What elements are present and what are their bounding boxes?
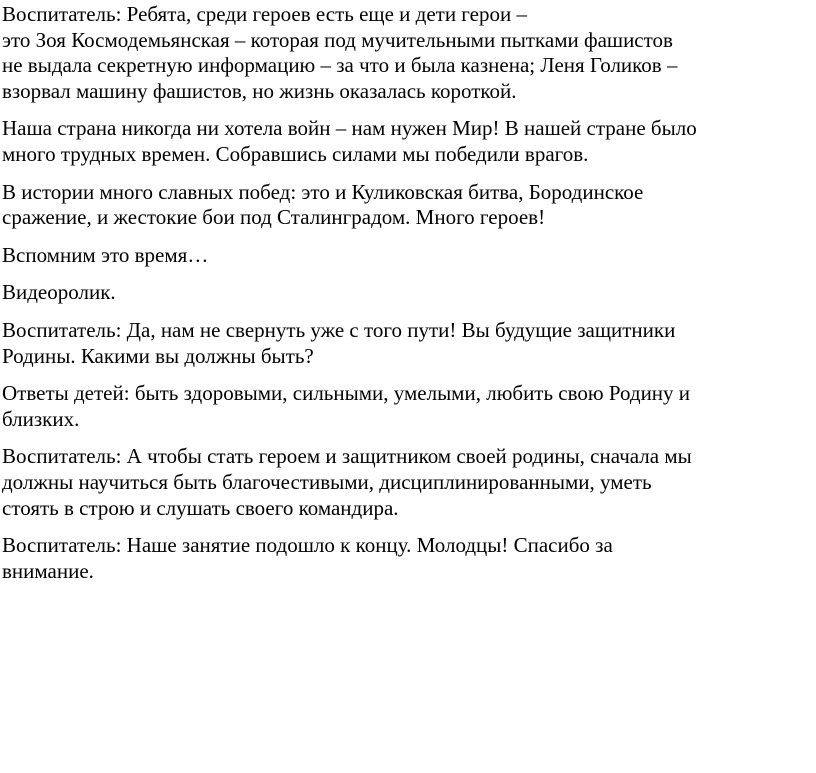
paragraph-defenders [2,318,814,369]
text-line: Воспитатель: Ребята, среди героев есть еще и дети герои – [2,2,527,26]
paragraph-discipline [2,444,814,521]
text-line: стоять в строю и слушать своего командира. [2,495,399,520]
text-line: взорвал машину фашистов, но жизнь оказалась короткой. [2,78,517,103]
text-line: много трудных времен. Собравшись силами мы победили врагов. [2,141,589,166]
text-line: Родины. Какими вы должны быть? [2,343,314,368]
text-line: Воспитатель: А чтобы стать героем и защитником своей родины, сначала мы [2,444,692,469]
document-body [2,2,814,596]
text-line: Воспитатель: Да, нам не свернуть уже с того пути! Вы будущие защитники [2,317,676,342]
text-line: Ответы детей: быть здоровыми, сильными, умелыми, любить свою Родину и [2,381,691,406]
text-line: внимание. [2,558,94,583]
paragraph-children-answers [2,381,814,432]
text-line: должны научиться быть благочестивыми, дисциплинированными, уметь [2,469,652,494]
paragraph-peace [2,116,814,167]
text-line: близких. [2,406,80,431]
paragraph-video [2,280,814,306]
paragraph-closing [2,533,814,584]
paragraph-history-victories [2,180,814,231]
paragraph-heroes-children [2,2,814,104]
text-line: Воспитатель: Наше занятие подошло к концу. Молодцы! Спасибо за [2,533,613,558]
text-line: сражение, и жестокие бои под Сталинградом. Много героев! [2,205,546,230]
paragraph-remember [2,243,814,269]
text-line: Вспомним это время… [2,242,209,267]
text-line: В истории много славных побед: это и Куликовская битва, Бородинское [2,179,644,204]
text-line: не выдала секретную информацию – за что и была казнена; Леня Голиков – [2,53,678,78]
text-line: Наша страна никогда ни хотела войн – нам нужен Мир! В нашей стране было [2,116,697,141]
text-line: Видеоролик. [2,280,116,305]
text-line: это Зоя Космодемьянская – которая под мучительными пытками фашистов [2,27,673,52]
